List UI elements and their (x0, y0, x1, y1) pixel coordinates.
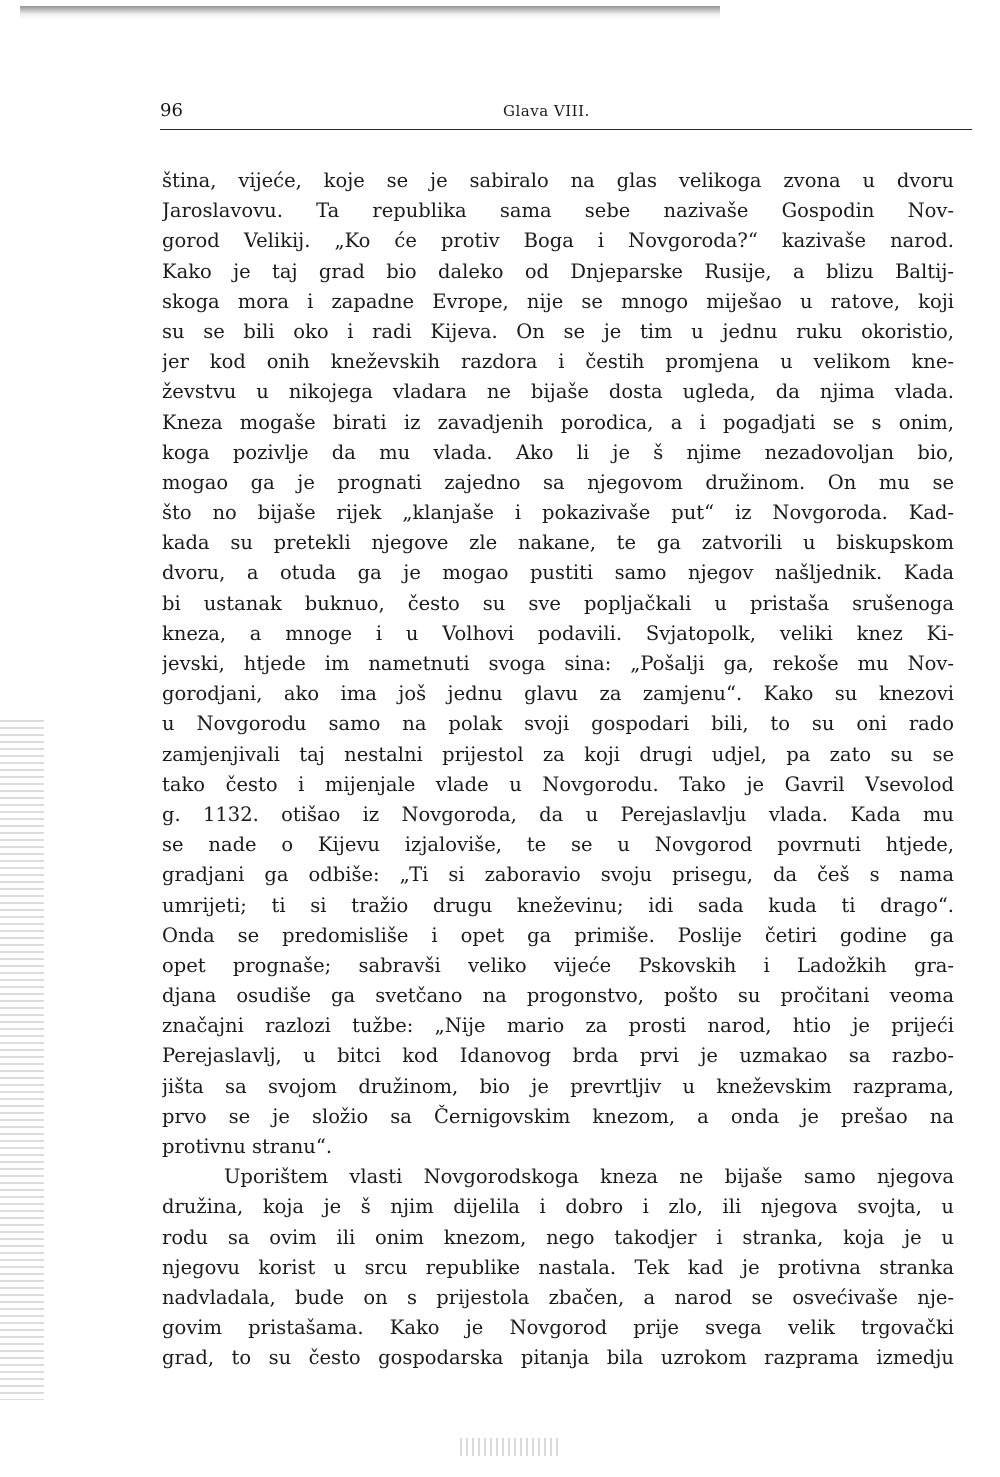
running-header: Glava VIII. (503, 102, 590, 120)
text-line: njegovu korist u srcu republike nastala. Tek kad je protivna stranka (162, 1255, 954, 1279)
text-line: Uporištem vlasti Novgorodskoga kneza ne bijaše samo njegova (224, 1165, 954, 1189)
text-line: se nade o Kijevu izjaloviše, te se u Novgorod povrnuti htjede, (162, 833, 954, 857)
text-line: što no bijaše rijek „klanjaše i pokazivaše put“ iz Novgoroda. Kad- (162, 501, 954, 525)
text-line: u Novgorodu samo na polak svoji gospodari bili, to su oni rado (162, 712, 954, 736)
text-line: mogao ga je prognati zajedno sa njegovom družinom. On mu se (162, 470, 954, 494)
scan-edge-left (0, 720, 44, 1400)
text-line: govim pristašama. Kako je Novgorod prije svega velik trgovački (162, 1316, 954, 1340)
page-number: 96 (160, 100, 183, 121)
text-line: Onda se predomisliše i opet ga primiše. Poslije četiri godine ga (162, 923, 954, 947)
text-line: protivnu stranu“. (162, 1135, 333, 1158)
text-line: kneza, a mnoge i u Volhovi podavili. Svjatopolk, veliki knez Ki- (162, 621, 954, 645)
text-line: Jaroslavovu. Ta republika sama sebe nazivaše Gospodin Nov- (162, 199, 954, 223)
header-rule (160, 129, 972, 130)
text-line: značajni razlozi tužbe: „Nije mario za prosti narod, htio je prijeći (162, 1014, 954, 1038)
text-line: zamjenjivali taj nestalni prijestol za koji drugi udjel, pa zato su se (162, 742, 954, 766)
text-line: Kako je taj grad bio daleko od Dnjeparske Rusije, a blizu Baltij- (162, 259, 954, 283)
text-line: prvo se je složio sa Černigovskim knezom, a onda je prešao na (162, 1104, 954, 1128)
text-line: opet prognaše; sabravši veliko vijeće Pskovskih i Ladožkih gra- (162, 953, 954, 977)
text-line: dvoru, a otuda ga je mogao pustiti samo njegov našljednik. Kada (162, 561, 954, 585)
scan-edge-bottom (460, 1438, 560, 1456)
text-line: tako često i mijenjale vlade u Novgorodu. Tako je Gavril Vsevolod (162, 772, 954, 796)
body-text (162, 166, 954, 1374)
text-line: jevski, htjede im nametnuti svoga sina: „Pošalji ga, rekoše mu Nov- (162, 652, 954, 675)
text-line: nadvladala, bude on s prijestola zbačen, a narod se osvećivaše nje- (162, 1285, 954, 1309)
text-line: djana osudiše ga svetčano na progonstvo, pošto su pročitani veoma (162, 984, 954, 1008)
scan-edge-top (20, 6, 720, 20)
text-line: jišta sa svojom družinom, bio je prevrtljiv u kneževskim razprama, (162, 1074, 954, 1098)
text-line: ževstvu u nikojega vladara ne bijaše dosta ugleda, da njima vlada. (162, 380, 954, 404)
text-line: ština, vijeće, koje se je sabiralo na glas velikoga zvona u dvoru (162, 169, 954, 192)
text-line: g. 1132. otišao iz Novgoroda, da u Perejaslavlju vlada. Kada mu (162, 802, 954, 826)
text-line: kada su pretekli njegove zle nakane, te ga zatvorili u biskupskom (162, 531, 954, 555)
text-line: Kneza mogaše birati iz zavadjenih porodica, a i pogadjati se s onim, (162, 410, 954, 434)
text-line: koga pozivlje da mu vlada. Ako li je š njime nezadovoljan bio, (162, 440, 954, 464)
text-line: skoga mora i zapadne Evrope, nije se mnogo miješao u ratove, koji (162, 289, 954, 313)
text-line: Perejaslavlj, u bitci kod Idanovog brda prvi je uzmakao sa razbo- (162, 1044, 954, 1068)
text-line: grad, to su često gospodarska pitanja bila uzrokom razprama izmedju (162, 1346, 954, 1370)
text-line: gradjani ga odbiše: „Ti si zaboravio svoju prisegu, da češ s nama (162, 863, 954, 887)
text-line: družina, koja je š njim dijelila i dobro i zlo, ili njegova svojta, u (162, 1195, 954, 1219)
text-line: bi ustanak buknuo, često su sve popljačkali u pristaša srušenoga (162, 591, 954, 615)
text-line: gorodjani, ako ima još jednu glavu za zamjenu“. Kako su knezovi (162, 682, 954, 706)
text-line: gorod Velikij. „Ko će protiv Boga i Novgoroda?“ kazivaše narod. (162, 229, 954, 253)
text-line: jer kod onih kneževskih razdora i čestih promjena u velikom kne- (162, 350, 954, 374)
text-line: umrijeti; ti si tražio drugu kneževinu; idi sada kuda ti drago“. (162, 893, 954, 917)
text-line: su se bili oko i radi Kijeva. On se je tim u jednu ruku okoristio, (162, 319, 954, 343)
text-line: rodu sa ovim ili onim knezom, nego takodjer i stranka, koja je u (162, 1225, 954, 1249)
